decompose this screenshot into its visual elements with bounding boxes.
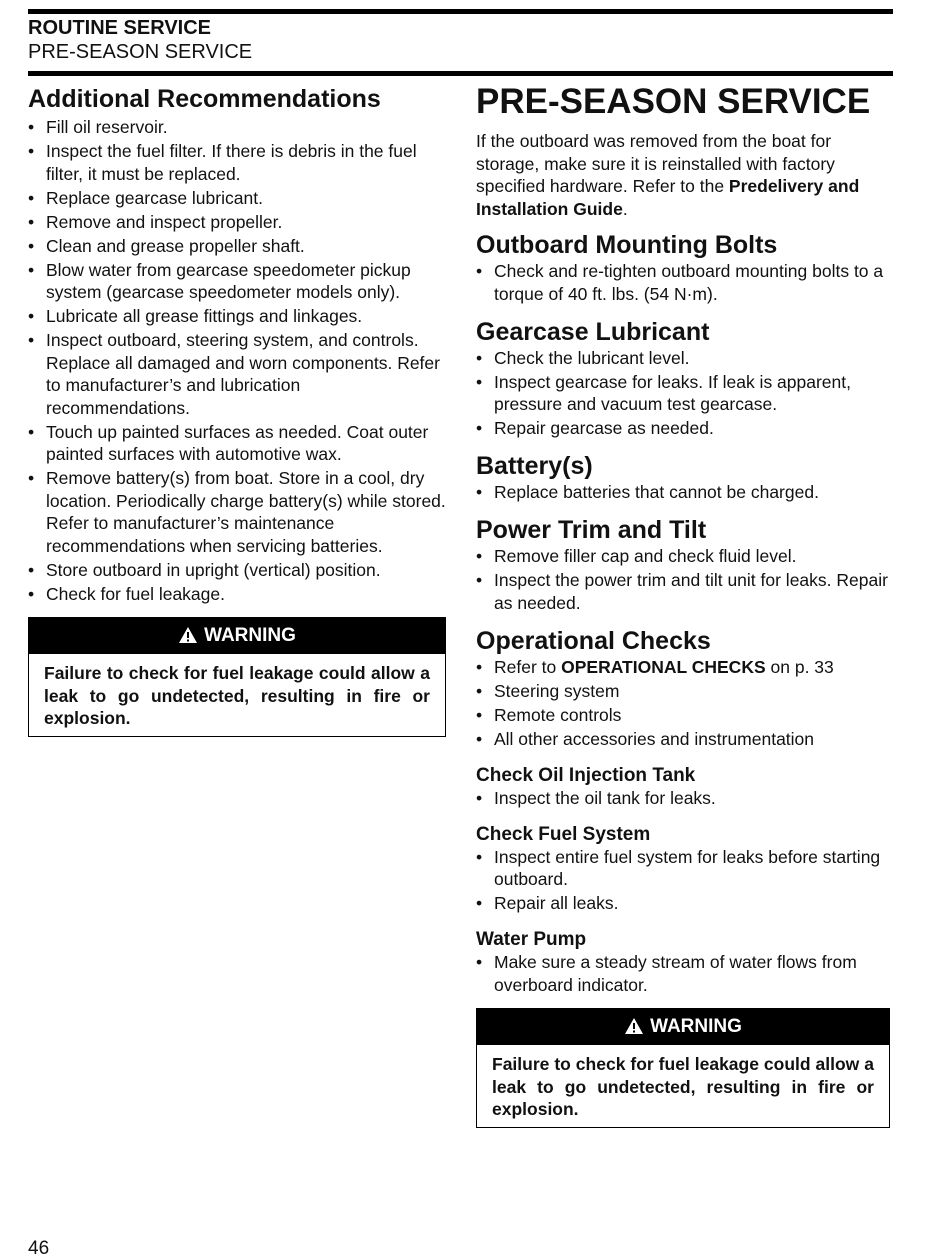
list-item: • Store outboard in upright (vertical) position. xyxy=(28,559,446,582)
gearcase-lubricant-list xyxy=(476,347,894,440)
battery-heading: Battery(s) xyxy=(476,452,593,480)
page-number: 46 xyxy=(28,1238,50,1259)
warning-header xyxy=(477,1009,889,1045)
mounting-bolts-heading: Outboard Mounting Bolts xyxy=(476,231,778,259)
warning-text: Failure to check for fuel leakage could allow a leak to go undetected, resulting in fire or explosion. xyxy=(492,1054,874,1119)
list-item: • Clean and grease propeller shaft. xyxy=(28,235,446,258)
fuel-leak-warning-box xyxy=(476,1008,890,1128)
list-item: • Remove filler cap and check fluid level. xyxy=(476,545,894,568)
list-item: • Lubricate all grease fittings and linkages. xyxy=(28,305,446,328)
water-pump-heading: Water Pump xyxy=(476,929,587,950)
list-item: • Inspect entire fuel system for leaks before starting outboard. xyxy=(476,846,894,891)
list-item: • Replace gearcase lubricant. xyxy=(28,187,446,210)
guide-reference: Predelivery and Installation Guide xyxy=(476,176,860,219)
list-item: • Inspect the oil tank for leaks. xyxy=(476,787,894,810)
list-item: • Repair all leaks. xyxy=(476,892,894,915)
list-item: • Check and re-tighten outboard mounting bolts to a torque of 40 ft. lbs. (54 N·m). xyxy=(476,260,894,305)
operational-checks-heading: Operational Checks xyxy=(476,626,711,655)
ref-pre: Refer to xyxy=(494,656,562,677)
page-title: PRE-SEASON SERVICE xyxy=(476,82,871,121)
intro-end: . xyxy=(622,198,628,219)
list-item: • Inspect the fuel filter. If there is debris in the fuel filter, it must be replaced. xyxy=(28,140,446,185)
additional-recommendations-list xyxy=(28,116,446,605)
intro-paragraph xyxy=(476,130,894,220)
list-item: • Inspect outboard, steering system, and controls. Replace all damaged and worn components. Refer to manufacturer’s and lubrication recommendations. xyxy=(28,329,446,419)
list-item: • Check for fuel leakage. xyxy=(28,583,446,606)
power-trim-list xyxy=(476,545,894,614)
list-item: • Make sure a steady stream of water flows from overboard indicator. xyxy=(476,951,894,996)
warning-text: Failure to check for fuel leakage could allow a leak to go undetected, resulting in fire or explosion. xyxy=(44,663,430,728)
list-item: • Check the lubricant level. xyxy=(476,347,894,370)
warning-header xyxy=(29,618,445,654)
ref-post: on p. 33 xyxy=(765,656,834,677)
operational-checks-list xyxy=(476,656,894,751)
list-item: • Steering system xyxy=(476,680,894,703)
water-pump-list xyxy=(476,951,894,996)
header-bottom-rule xyxy=(28,71,893,76)
battery-list xyxy=(476,481,894,504)
list-item: • Remove battery(s) from boat. Store in a cool, dry location. Periodically charge battery(s) while stored. Refer to manufacturer’s maintenance recommendations when servicing batteries. xyxy=(28,467,446,557)
list-item: • Replace batteries that cannot be charged. xyxy=(476,481,894,504)
list-item: • Repair gearcase as needed. xyxy=(476,417,894,440)
warning-label: WARNING xyxy=(650,1016,742,1037)
mounting-bolts-list xyxy=(476,260,894,305)
list-item: • Fill oil reservoir. xyxy=(28,116,446,139)
header-top-rule xyxy=(28,9,893,14)
power-trim-heading: Power Trim and Tilt xyxy=(476,516,707,544)
operational-checks-reference: OPERATIONAL CHECKS xyxy=(561,656,766,677)
left-column xyxy=(28,84,446,737)
list-item: • All other accessories and instrumentation xyxy=(476,728,894,751)
warning-label: WARNING xyxy=(204,625,296,646)
fuel-leak-warning-box xyxy=(28,617,446,737)
list-item: • Inspect the power trim and tilt unit for leaks. Repair as needed. xyxy=(476,569,894,614)
oil-injection-heading: Check Oil Injection Tank xyxy=(476,764,696,786)
list-item: • Remove and inspect propeller. xyxy=(28,211,446,234)
intro-text: If the outboard was removed from the boat for storage, make sure it is reinstalled with factory specified hardware. Refer to the xyxy=(476,131,835,196)
list-item: • Blow water from gearcase speedometer pickup system (gearcase speedometer models only). xyxy=(28,259,446,304)
gearcase-lubricant-heading: Gearcase Lubricant xyxy=(476,317,710,346)
header-section-title: ROUTINE SERVICE xyxy=(28,17,211,39)
list-item: • Remote controls xyxy=(476,704,894,727)
fuel-system-heading: Check Fuel System xyxy=(476,823,651,845)
warning-triangle-icon xyxy=(178,626,198,644)
list-item: • Touch up painted surfaces as needed. Coat outer painted surfaces with automotive wax. xyxy=(28,421,446,466)
header-subsection-title: PRE-SEASON SERVICE xyxy=(28,41,253,63)
fuel-system-list xyxy=(476,846,894,915)
warning-triangle-icon xyxy=(624,1017,644,1035)
list-item xyxy=(476,656,894,679)
oil-injection-list xyxy=(476,787,894,810)
additional-recommendations-heading: Additional Recommendations xyxy=(28,85,381,113)
right-column xyxy=(476,84,894,1128)
list-item: • Inspect gearcase for leaks. If leak is apparent, pressure and vacuum test gearcase. xyxy=(476,371,894,416)
